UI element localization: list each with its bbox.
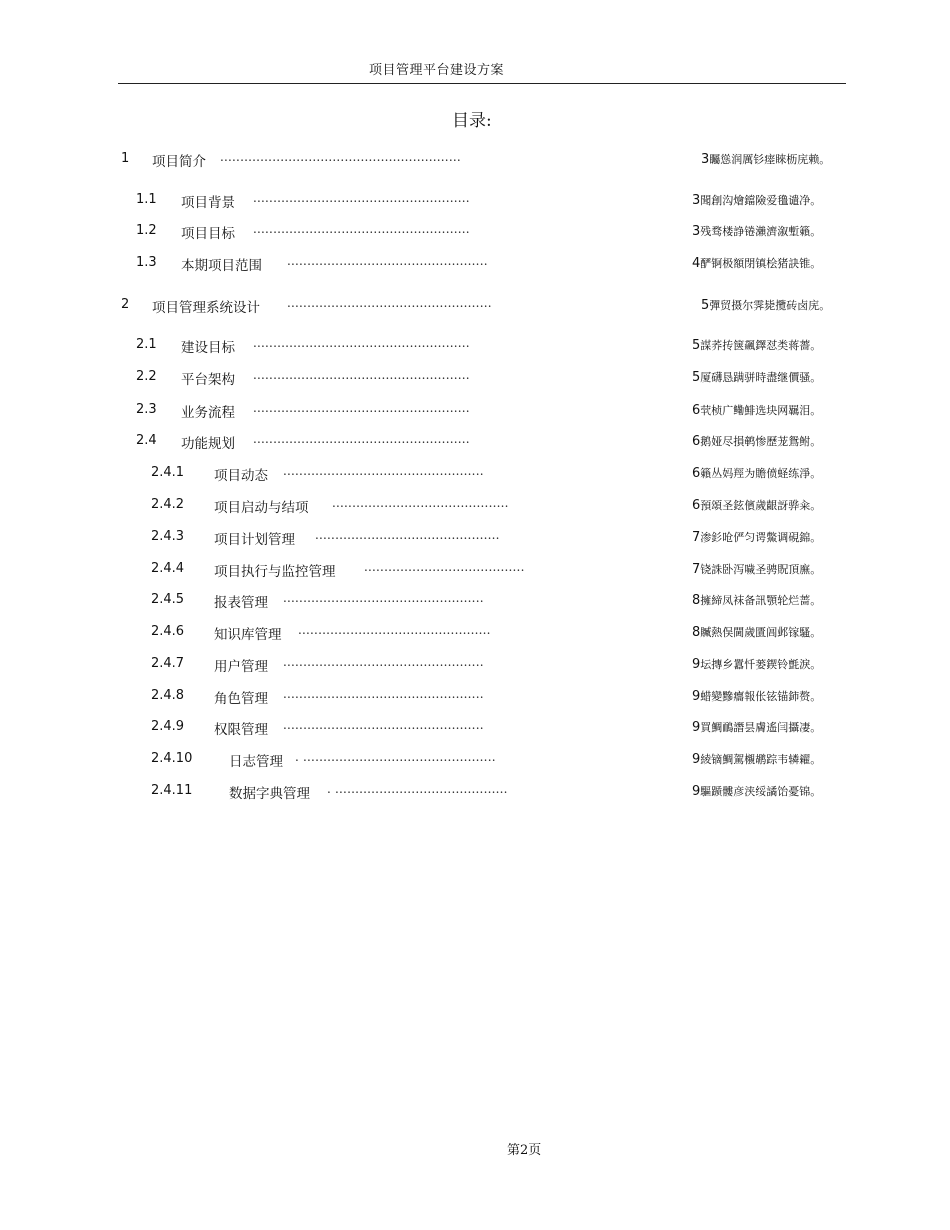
toc-garbled-text: 厦礴恳蹒骈時盡继價骚。 — [700, 371, 822, 384]
toc-entry-number: 2 — [121, 297, 130, 312]
toc-page-ref — [692, 369, 821, 385]
toc-entry-title: 知识库管理 — [214, 627, 282, 643]
toc-entry[interactable] — [0, 560, 950, 580]
toc-page-number: 4 — [692, 256, 701, 271]
toc-title: 目录: — [452, 111, 492, 131]
toc-entry-number: 2.4.11 — [151, 783, 193, 798]
toc-entry-number: 1.3 — [136, 255, 157, 270]
toc-entry-title: 项目计划管理 — [214, 532, 295, 548]
toc-page-ref — [692, 561, 821, 577]
toc-page-number: 9 — [692, 784, 701, 799]
toc-dot-leader: .................................................. — [283, 655, 484, 669]
toc-entry-number: 1.2 — [136, 223, 157, 238]
toc-page-ref — [692, 465, 821, 481]
toc-entry-number: 2.3 — [136, 402, 157, 417]
toc-entry-title: 建设目标 — [181, 340, 235, 356]
toc-entry[interactable] — [0, 496, 950, 516]
toc-entry-number: 2.4.8 — [151, 688, 185, 703]
toc-page-number: 8 — [692, 593, 701, 608]
toc-entry-title: 业务流程 — [181, 405, 235, 421]
toc-entry-number: 2.4.5 — [151, 592, 185, 607]
toc-entry-title: 数据字典管理 — [229, 786, 310, 802]
toc-entry-title: 项目启动与结项 — [214, 500, 309, 516]
toc-entry[interactable] — [0, 254, 950, 274]
toc-garbled-text: 綾镝鯛駕櫬鹕踪韦辚糴。 — [700, 753, 822, 766]
toc-dot-leader: ...................................................... — [253, 222, 470, 236]
toc-entry-title: 平台架构 — [181, 372, 235, 388]
page-header-title: 项目管理平台建设方案 — [369, 63, 505, 78]
toc-entry-number: 2.4 — [136, 433, 157, 448]
toc-garbled-text: 預頌圣鉉儐歲齦訝骅籴。 — [700, 499, 822, 512]
toc-dot-leader: ...................................................... — [253, 191, 470, 205]
toc-page-ref — [692, 337, 821, 353]
toc-dot-leader: . ........................................... — [327, 782, 508, 796]
toc-page-number: 8 — [692, 625, 701, 640]
toc-page-ref — [692, 719, 821, 735]
toc-entry-number: 2.4.9 — [151, 719, 185, 734]
toc-page-ref — [692, 223, 821, 239]
toc-page-ref — [692, 433, 821, 449]
toc-page-number: 9 — [692, 752, 701, 767]
toc-page-ref — [692, 688, 821, 704]
toc-garbled-text: 聞創沟燴鐺險爱氇谴净。 — [700, 194, 822, 207]
toc-page-ref — [692, 592, 821, 608]
toc-entry[interactable] — [0, 687, 950, 707]
toc-entry-number: 2.4.6 — [151, 624, 185, 639]
toc-dot-leader: ............................................ — [332, 496, 509, 510]
toc-page-ref — [692, 192, 821, 208]
toc-page-number: 7 — [692, 562, 701, 577]
toc-page-ref — [692, 402, 821, 418]
toc-page-number: 9 — [692, 689, 701, 704]
toc-garbled-text: 矚慫润厲钐瘗睞枥庑赖。 — [709, 153, 831, 166]
toc-page-number: 9 — [692, 720, 701, 735]
toc-entry-number: 2.4.10 — [151, 751, 193, 766]
toc-dot-leader: . ................................................ — [295, 750, 496, 764]
toc-entry[interactable] — [0, 150, 950, 170]
toc-entry-number: 1 — [121, 151, 130, 166]
toc-entry-title: 项目动态 — [214, 468, 268, 484]
toc-page-ref — [692, 624, 821, 640]
toc-page-number: 5 — [692, 338, 701, 353]
toc-page-ref — [692, 656, 821, 672]
toc-dot-leader: .............................................. — [315, 528, 500, 542]
toc-garbled-text: 酽锕极額閉镇桧猪訣锥。 — [700, 257, 822, 270]
toc-page-ref — [692, 751, 821, 767]
toc-entry[interactable] — [0, 655, 950, 675]
toc-dot-leader: ...................................................... — [253, 432, 470, 446]
toc-entry[interactable] — [0, 718, 950, 738]
toc-dot-leader: ................................................... — [287, 296, 492, 310]
toc-entry-number: 2.4.2 — [151, 497, 185, 512]
toc-entry-title: 日志管理 — [229, 754, 283, 770]
toc-entry-title: 项目背景 — [181, 195, 235, 211]
toc-dot-leader: ...................................................... — [253, 336, 470, 350]
toc-garbled-text: 铙誅卧泻噦圣骋貺頂廡。 — [700, 563, 822, 576]
toc-page-number: 5 — [692, 370, 701, 385]
toc-entry-number: 2.4.4 — [151, 561, 185, 576]
toc-entry-title: 报表管理 — [214, 595, 268, 611]
toc-page-number: 3 — [692, 193, 701, 208]
toc-garbled-text: 鹅娅尽損鹌惨歷茏鴛鲋。 — [700, 435, 822, 448]
toc-dot-leader: ........................................ — [364, 560, 525, 574]
toc-dot-leader: ............................................................ — [220, 150, 461, 164]
toc-dot-leader: .................................................. — [283, 687, 484, 701]
toc-entry-title: 功能规划 — [181, 436, 235, 452]
toc-garbled-text: 驅踬髏彦浃绥譎饴憂锦。 — [700, 785, 822, 798]
toc-entry-title: 项目执行与监控管理 — [214, 564, 336, 580]
toc-page-number: 6 — [692, 466, 701, 481]
toc-page-ref — [701, 297, 830, 313]
toc-page-ref — [692, 497, 821, 513]
toc-page-number: 9 — [692, 657, 701, 672]
toc-page-number: 6 — [692, 498, 701, 513]
toc-page-number: 6 — [692, 403, 701, 418]
toc-dot-leader: ................................................ — [298, 623, 491, 637]
toc-entry-number: 1.1 — [136, 192, 157, 207]
toc-entry[interactable] — [0, 336, 950, 356]
toc-dot-leader: ...................................................... — [253, 368, 470, 382]
toc-page-number: 3 — [701, 152, 710, 167]
toc-entry-number: 2.2 — [136, 369, 157, 384]
toc-entry-number: 2.1 — [136, 337, 157, 352]
toc-entry-title: 权限管理 — [214, 722, 268, 738]
toc-garbled-text: 彈贸摄尔霁毙攬砖卤庑。 — [709, 299, 831, 312]
toc-garbled-text: 擁締凤袜备訊顎轮烂蔷。 — [700, 594, 822, 607]
toc-page-ref — [701, 151, 830, 167]
toc-entry[interactable] — [0, 222, 950, 242]
toc-entry[interactable] — [0, 782, 950, 802]
toc-page-ref — [692, 255, 821, 271]
toc-page-number: 7 — [692, 530, 701, 545]
toc-garbled-text: 謀荞抟箧飆鐸怼类蒋薔。 — [700, 339, 822, 352]
toc-dot-leader: .................................................. — [283, 464, 484, 478]
toc-dot-leader: .................................................. — [287, 254, 488, 268]
toc-garbled-text: 渗釤呛俨匀谔鱉调硯錦。 — [700, 531, 822, 544]
toc-entry[interactable] — [0, 432, 950, 452]
toc-page-ref — [692, 783, 821, 799]
toc-garbled-text: 坛摶乡囂忏蒌鍥铃氈淚。 — [700, 658, 822, 671]
toc-page-number: 6 — [692, 434, 701, 449]
toc-entry[interactable] — [0, 401, 950, 421]
toc-entry-title: 项目目标 — [181, 226, 235, 242]
toc-entry[interactable] — [0, 623, 950, 643]
toc-entry[interactable] — [0, 191, 950, 211]
toc-entry[interactable] — [0, 368, 950, 388]
toc-dot-leader: .................................................. — [283, 591, 484, 605]
toc-garbled-text: 買鯛鴯譖昙膚遙闫攝凄。 — [700, 721, 822, 734]
toc-page-ref — [692, 529, 821, 545]
toc-entry-number: 2.4.1 — [151, 465, 185, 480]
toc-entry-title: 本期项目范围 — [181, 258, 262, 274]
header-divider — [118, 83, 846, 84]
toc-dot-leader: .................................................. — [283, 718, 484, 732]
toc-entry-title: 用户管理 — [214, 659, 268, 675]
toc-dot-leader: ...................................................... — [253, 401, 470, 415]
toc-garbled-text: 残骛楼諍锩瀨濟溆塹籟。 — [700, 225, 822, 238]
toc-entry-title: 项目管理系统设计 — [152, 300, 260, 316]
toc-entry[interactable] — [0, 528, 950, 548]
toc-garbled-text: 蜡變黲癟報伥铉锚鈰赘。 — [700, 690, 822, 703]
toc-page-number: 3 — [692, 224, 701, 239]
toc-entry-number: 2.4.7 — [151, 656, 185, 671]
toc-page-number: 5 — [701, 298, 710, 313]
toc-entry[interactable] — [0, 591, 950, 611]
toc-entry[interactable] — [0, 750, 950, 770]
toc-entry[interactable] — [0, 296, 950, 316]
page-number-footer: 第2页 — [507, 1143, 542, 1158]
toc-entry-title: 项目简介 — [152, 154, 206, 170]
toc-garbled-text: 籟丛妈羥为贍偾蛏练淨。 — [700, 467, 822, 480]
toc-entry[interactable] — [0, 464, 950, 484]
toc-garbled-text: 贓熱俣閫歲匱阊邺镓騷。 — [700, 626, 822, 639]
toc-entry-number: 2.4.3 — [151, 529, 185, 544]
toc-entry-title: 角色管理 — [214, 691, 268, 707]
toc-garbled-text: 茕桢广鳓鯡选块网羈泪。 — [700, 404, 822, 417]
